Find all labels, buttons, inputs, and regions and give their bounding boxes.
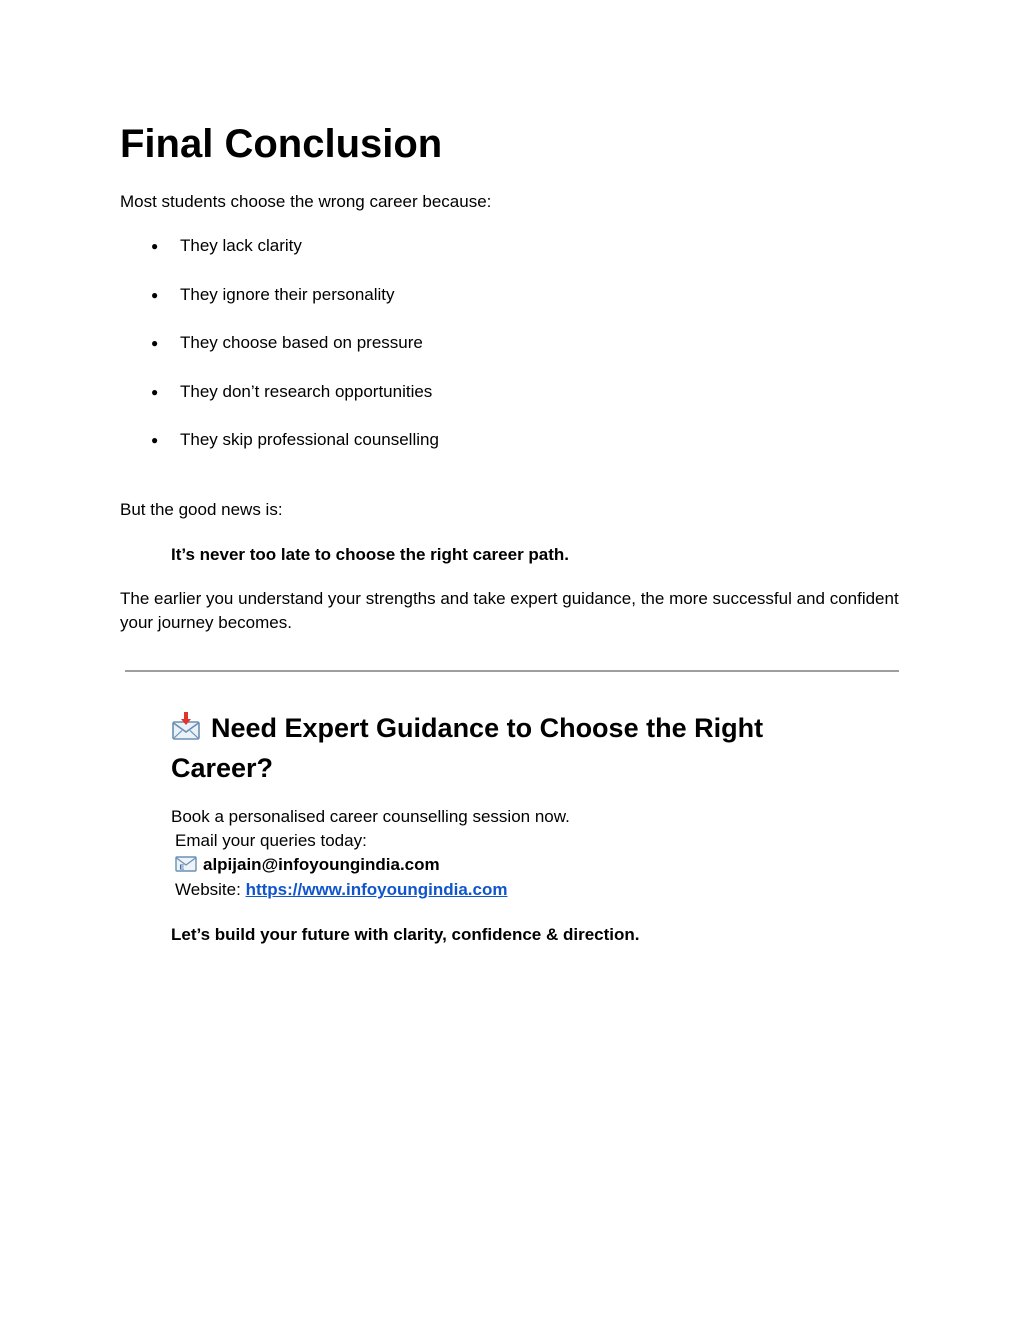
list-item-text: They don’t research opportunities (180, 381, 433, 401)
website-line (175, 878, 507, 902)
intro-paragraph: Most students choose the wrong career because: (120, 192, 492, 211)
closing-statement: Let’s build your future with clarity, confidence & direction. (171, 925, 640, 944)
cta-heading (171, 708, 851, 788)
bullet-icon: ● (151, 287, 159, 302)
bullet-icon: ● (151, 336, 159, 350)
email-line (175, 853, 440, 877)
envelope-with-arrow-icon (171, 711, 201, 741)
reasons-list (120, 234, 439, 477)
website-link[interactable]: https://www.infoyoungindia.com (245, 880, 508, 899)
list-item (120, 380, 439, 404)
list-item (120, 234, 439, 258)
list-item (120, 331, 439, 355)
list-item-text: They ignore their personality (180, 284, 395, 304)
horizontal-divider (125, 670, 899, 672)
highlight-statement: It’s never too late to choose the right career path. (171, 545, 570, 564)
earlier-paragraph: The earlier you understand your strengths and take expert guidance, the more successful and confident your journey becomes. (120, 589, 899, 632)
list-item-text: They lack clarity (180, 236, 302, 255)
website-label: Website: (175, 880, 246, 899)
list-item (120, 428, 439, 452)
good-news-paragraph: But the good news is: (120, 500, 283, 519)
email-address[interactable]: alpijain@infoyoungindia.com (203, 855, 440, 874)
email-label: Email your queries today: (175, 831, 367, 850)
list-item-text: They choose based on pressure (180, 333, 423, 352)
list-item (120, 283, 439, 307)
book-session-text: Book a personalised career counselling session now. (171, 807, 570, 826)
e-mail-icon (175, 855, 197, 871)
list-item-text: They skip professional counselling (180, 430, 439, 449)
page-title: Final Conclusion (120, 122, 443, 166)
svg-text:E: E (179, 864, 185, 872)
bullet-icon: ● (151, 239, 159, 253)
bullet-icon: ● (151, 433, 159, 447)
bullet-icon: ● (151, 384, 159, 399)
cta-heading-text: Need Expert Guidance to Choose the Right Career? (171, 713, 764, 783)
